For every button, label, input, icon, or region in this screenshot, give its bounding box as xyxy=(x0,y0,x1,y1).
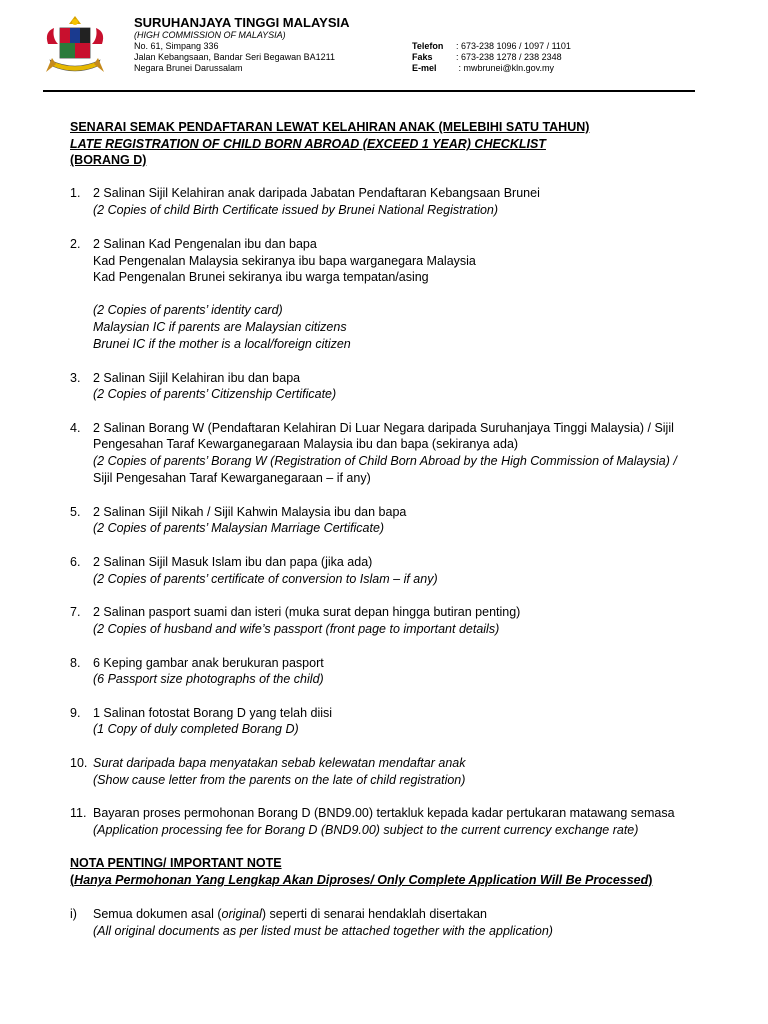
address-line-1: No. 61, Simpang 336 xyxy=(134,41,219,51)
item-number: 3. xyxy=(70,371,81,385)
contact-faks xyxy=(412,52,562,62)
item-text: 2 Salinan Sijil Kelahiran anak daripada Jabatan Pendaftaran Kebangsaan Brunei xyxy=(93,186,540,200)
org-name: SURUHANJAYA TINGGI MALAYSIA xyxy=(134,15,350,30)
item-text: Pengesahan Taraf Kewarganegaraan Malaysia ibu dan bapa (sekiranya ada) xyxy=(93,437,519,451)
item-translation: (2 Copies of parents’ certificate of conversion to Islam – if any) xyxy=(93,572,438,586)
item-translation: (6 Passport size photographs of the child) xyxy=(93,672,324,686)
contact-value: : 673-238 1278 / 238 2348 xyxy=(456,52,562,62)
item-translation: (Show cause letter from the parents on the late of child registration) xyxy=(93,773,466,787)
address-line-2: Jalan Kebangsaan, Bandar Seri Begawan BA1211 xyxy=(134,52,335,62)
item-translation: Brunei IC if the mother is a local/foreign citizen xyxy=(93,337,351,351)
item-number: 11. xyxy=(70,806,87,820)
note-point-text xyxy=(93,907,487,921)
contact-telefon xyxy=(412,41,571,51)
note-subheading-text: Hanya Permohonan Yang Lengkap Akan Diproses/ Only Complete Application Will Be Processed xyxy=(74,873,649,887)
contact-email xyxy=(412,63,554,73)
contact-value: : mwbrunei@kln.gov.my xyxy=(456,63,554,73)
paren-close: ) xyxy=(648,873,653,887)
item-text: 2 Salinan Sijil Masuk Islam ibu dan papa (jika ada) xyxy=(93,555,373,569)
item-text: Surat daripada bapa menyatakan sebab kelewatan mendaftar anak xyxy=(93,756,466,770)
contact-label: E-mel xyxy=(412,63,437,73)
note-subheading xyxy=(70,873,652,887)
item-text: 2 Salinan Sijil Kelahiran ibu dan bapa xyxy=(93,371,301,385)
item-text: Kad Pengenalan Brunei sekiranya ibu warga tempatan/asing xyxy=(93,270,429,284)
contact-label: Faks xyxy=(412,52,433,62)
item-text: 2 Salinan Sijil Nikah / Sijil Kahwin Malaysia ibu dan bapa xyxy=(93,505,407,519)
item-number: 10. xyxy=(70,756,88,770)
item-number: 5. xyxy=(70,505,81,519)
item-text: Kad Pengenalan Malaysia sekiranya ibu bapa warganegara Malaysia xyxy=(93,254,476,268)
item-text: 2 Salinan Borang W (Pendaftaran Kelahiran Di Luar Negara daripada Suruhanjaya Tinggi Malaysia) / Sijil xyxy=(93,421,674,435)
note-point-translation: (All original documents as per listed must be attached together with the application) xyxy=(93,924,553,938)
item-translation: (2 Copies of child Birth Certificate issued by Brunei National Registration) xyxy=(93,203,499,217)
title-malay: SENARAI SEMAK PENDAFTARAN LEWAT KELAHIRAN ANAK (MELEBIHI SATU TAHUN) xyxy=(70,120,590,134)
note-point-italic: original xyxy=(221,907,262,921)
item-translation: (2 Copies of husband and wife’s passport (front page to important details) xyxy=(93,622,500,636)
item-number: 6. xyxy=(70,555,81,569)
title-english: LATE REGISTRATION OF CHILD BORN ABROAD (EXCEED 1 YEAR) CHECKLIST xyxy=(70,137,546,151)
header-divider xyxy=(43,90,695,92)
item-text: 6 Keping gambar anak berukuran pasport xyxy=(93,656,324,670)
item-text: 1 Salinan fotostat Borang D yang telah diisi xyxy=(93,706,333,720)
org-subtitle: (HIGH COMMISSION OF MALAYSIA) xyxy=(134,30,286,40)
item-number: 9. xyxy=(70,706,81,720)
item-number: 8. xyxy=(70,656,81,670)
item-number: 4. xyxy=(70,421,81,435)
note-point-part: Semua dokumen asal ( xyxy=(93,907,222,921)
contact-label: Telefon xyxy=(412,41,444,51)
paren-open: ( xyxy=(70,873,75,887)
item-translation: Sijil Pengesahan Taraf Kewarganegaraan – if any) xyxy=(93,471,371,485)
item-text: 2 Salinan pasport suami dan isteri (muka surat depan hingga butiran penting) xyxy=(93,605,521,619)
item-translation: Malaysian IC if parents are Malaysian citizens xyxy=(93,320,347,334)
note-point-part: ) seperti di senarai hendaklah disertakan xyxy=(261,907,487,921)
address-line-3: Negara Brunei Darussalam xyxy=(134,63,243,73)
note-point-number: i) xyxy=(70,907,77,921)
coat-of-arms-logo xyxy=(40,14,110,76)
item-number: 1. xyxy=(70,186,81,200)
item-translation: (2 Copies of parents’ Citizenship Certificate) xyxy=(93,387,337,401)
item-text: 2 Salinan Kad Pengenalan ibu dan bapa xyxy=(93,237,317,251)
item-text: Bayaran proses permohonan Borang D (BND9.00) tertakluk kepada kadar pertukaran matawang semasa xyxy=(93,806,675,820)
item-translation: (2 Copies of parents’ identity card) xyxy=(93,303,283,317)
item-number: 2. xyxy=(70,237,81,251)
item-translation: (1 Copy of duly completed Borang D) xyxy=(93,722,299,736)
item-translation: (2 Copies of parents’ Borang W (Registration of Child Born Abroad by the High Commission of Malaysia) / xyxy=(93,454,677,468)
contact-value: : 673-238 1096 / 1097 / 1101 xyxy=(456,41,571,51)
note-heading: NOTA PENTING/ IMPORTANT NOTE xyxy=(70,856,282,870)
title-form: (BORANG D) xyxy=(70,153,147,167)
item-translation: (2 Copies of parents’ Malaysian Marriage Certificate) xyxy=(93,521,385,535)
item-translation: (Application processing fee for Borang D (BND9.00) subject to the current currency exchange rate) xyxy=(93,823,639,837)
item-number: 7. xyxy=(70,605,81,619)
